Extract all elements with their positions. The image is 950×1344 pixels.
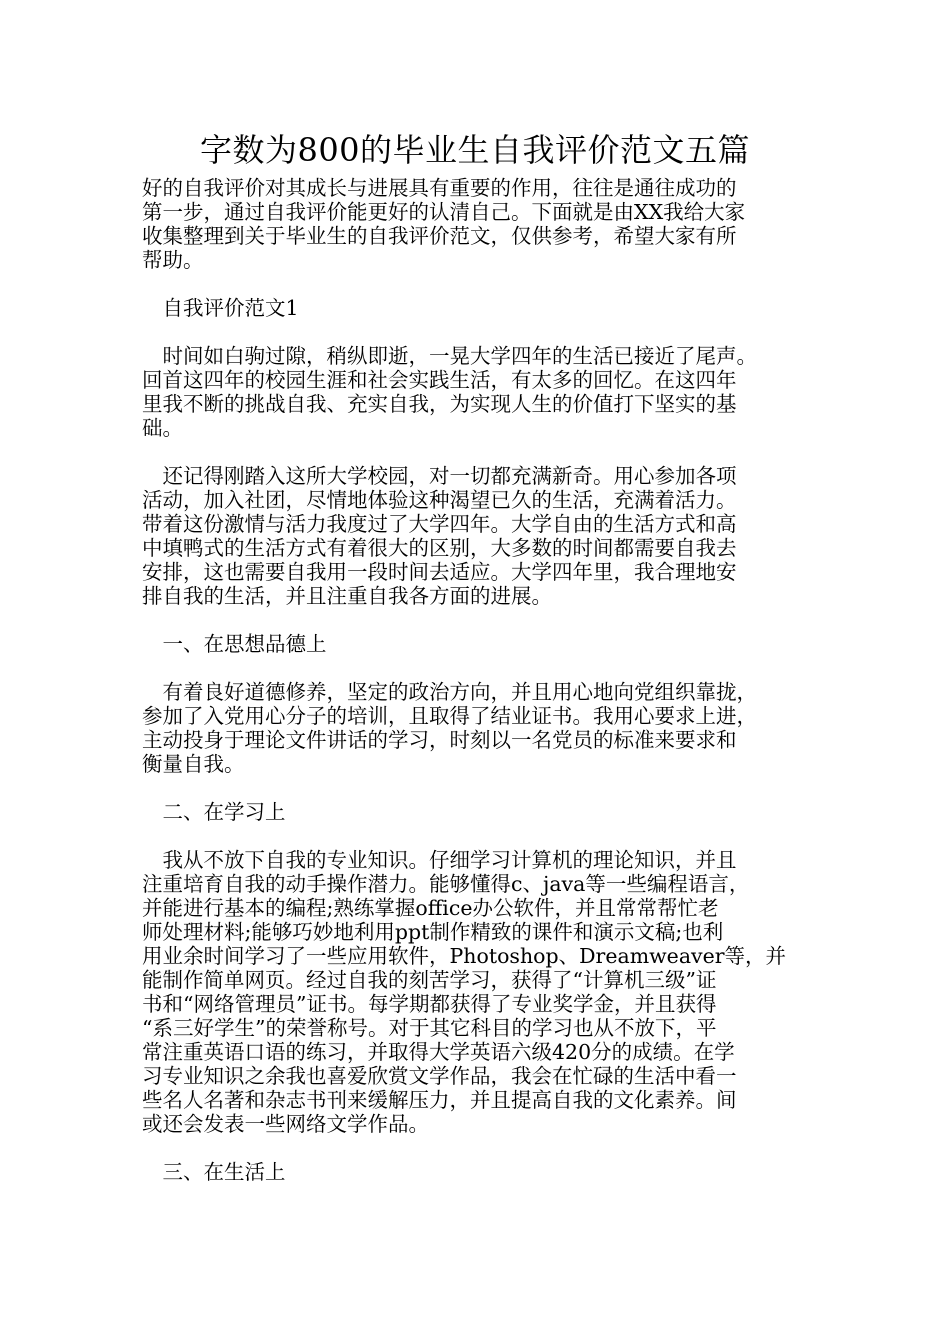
paragraph-spacer <box>142 1136 832 1160</box>
section-heading <box>142 632 832 656</box>
text-line: 三、在生活上 <box>142 1160 286 1184</box>
text-line: 础。 <box>142 416 183 440</box>
paragraph-spacer <box>142 272 832 296</box>
paragraph <box>142 176 832 272</box>
text-line: 收集整理到关于毕业生的自我评价范文，仅供参考，希望大家有所 <box>142 224 737 248</box>
text-line: 排自我的生活，并且注重自我各方面的进展。 <box>142 584 552 608</box>
text-line: 参加了入党用心分子的培训，且取得了结业证书。我用心要求上进， <box>142 704 757 728</box>
paragraph <box>142 680 832 776</box>
paragraph <box>142 848 832 1136</box>
text-line: 还记得刚踏入这所大学校园，对一切都充满新奇。用心参加各项 <box>142 464 737 488</box>
text-line: 时间如白驹过隙，稍纵即逝，一晃大学四年的生活已接近了尾声。 <box>142 344 757 368</box>
text-line: 安排，这也需要自我用一段时间去适应。大学四年里，我合理地安 <box>142 560 737 584</box>
paragraph-spacer <box>142 608 832 632</box>
text-line: 习专业知识之余我也喜爱欣赏文学作品，我会在忙碌的生活中看一 <box>142 1064 737 1088</box>
text-line: 或还会发表一些网络文学作品。 <box>142 1112 429 1136</box>
text-line: 书和“网络管理员”证书。每学期都获得了专业奖学金，并且获得 <box>142 992 717 1016</box>
text-line: 有着良好道德修养，坚定的政治方向，并且用心地向党组织靠拢， <box>142 680 757 704</box>
paragraph-spacer <box>142 824 832 848</box>
paragraph <box>142 464 832 608</box>
text-line: 中填鸭式的生活方式有着很大的区别，大多数的时间都需要自我去 <box>142 536 737 560</box>
text-line: 第一步，通过自我评价能更好的认清自己。下面就是由XX我给大家 <box>142 200 746 224</box>
text-line: 些名人名著和杂志书刊来缓解压力，并且提高自我的文化素养。间 <box>142 1088 737 1112</box>
section-heading <box>142 296 832 320</box>
text-line: 活动，加入社团，尽情地体验这种渴望已久的生活，充满着活力。 <box>142 488 737 512</box>
paragraph-spacer <box>142 320 832 344</box>
text-line: 常注重英语口语的练习，并取得大学英语六级420分的成绩。在学 <box>142 1040 735 1064</box>
text-line: 带着这份激情与活力我度过了大学四年。大学自由的生活方式和高 <box>142 512 737 536</box>
text-line: 能制作简单网页。经过自我的刻苦学习，获得了“计算机三级”证 <box>142 968 717 992</box>
text-line: 师处理材料;能够巧妙地利用ppt制作精致的课件和演示文稿;也利 <box>142 920 724 944</box>
text-line: 帮助。 <box>142 248 204 272</box>
paragraph <box>142 344 832 440</box>
text-line: “系三好学生”的荣誉称号。对于其它科目的学习也从不放下，平 <box>142 1016 717 1040</box>
text-line: 注重培育自我的动手操作潜力。能够懂得c、java等一些编程语言， <box>142 872 750 896</box>
text-line: 用业余时间学习了一些应用软件，Photoshop、Dreamweaver等，并 <box>142 944 787 968</box>
document-title: 字数为800的毕业生自我评价范文五篇 <box>199 131 751 169</box>
section-heading <box>142 1160 832 1184</box>
section-heading <box>142 800 832 824</box>
text-line: 自我评价范文1 <box>142 296 299 320</box>
text-line: 主动投身于理论文件讲话的学习，时刻以一名党员的标准来要求和 <box>142 728 737 752</box>
text-line: 衡量自我。 <box>142 752 245 776</box>
document-body <box>142 176 832 1184</box>
paragraph-spacer <box>142 776 832 800</box>
text-line: 并能进行基本的编程;熟练掌握office办公软件，并且常常帮忙老 <box>142 896 719 920</box>
text-line: 一、在思想品德上 <box>142 632 327 656</box>
text-line: 好的自我评价对其成长与进展具有重要的作用，往往是通往成功的 <box>142 176 737 200</box>
text-line: 里我不断的挑战自我、充实自我，为实现人生的价值打下坚实的基 <box>142 392 737 416</box>
text-line: 我从不放下自我的专业知识。仔细学习计算机的理论知识，并且 <box>142 848 737 872</box>
text-line: 二、在学习上 <box>142 800 286 824</box>
paragraph-spacer <box>142 656 832 680</box>
paragraph-spacer <box>142 440 832 464</box>
text-line: 回首这四年的校园生涯和社会实践生活，有太多的回忆。在这四年 <box>142 368 737 392</box>
